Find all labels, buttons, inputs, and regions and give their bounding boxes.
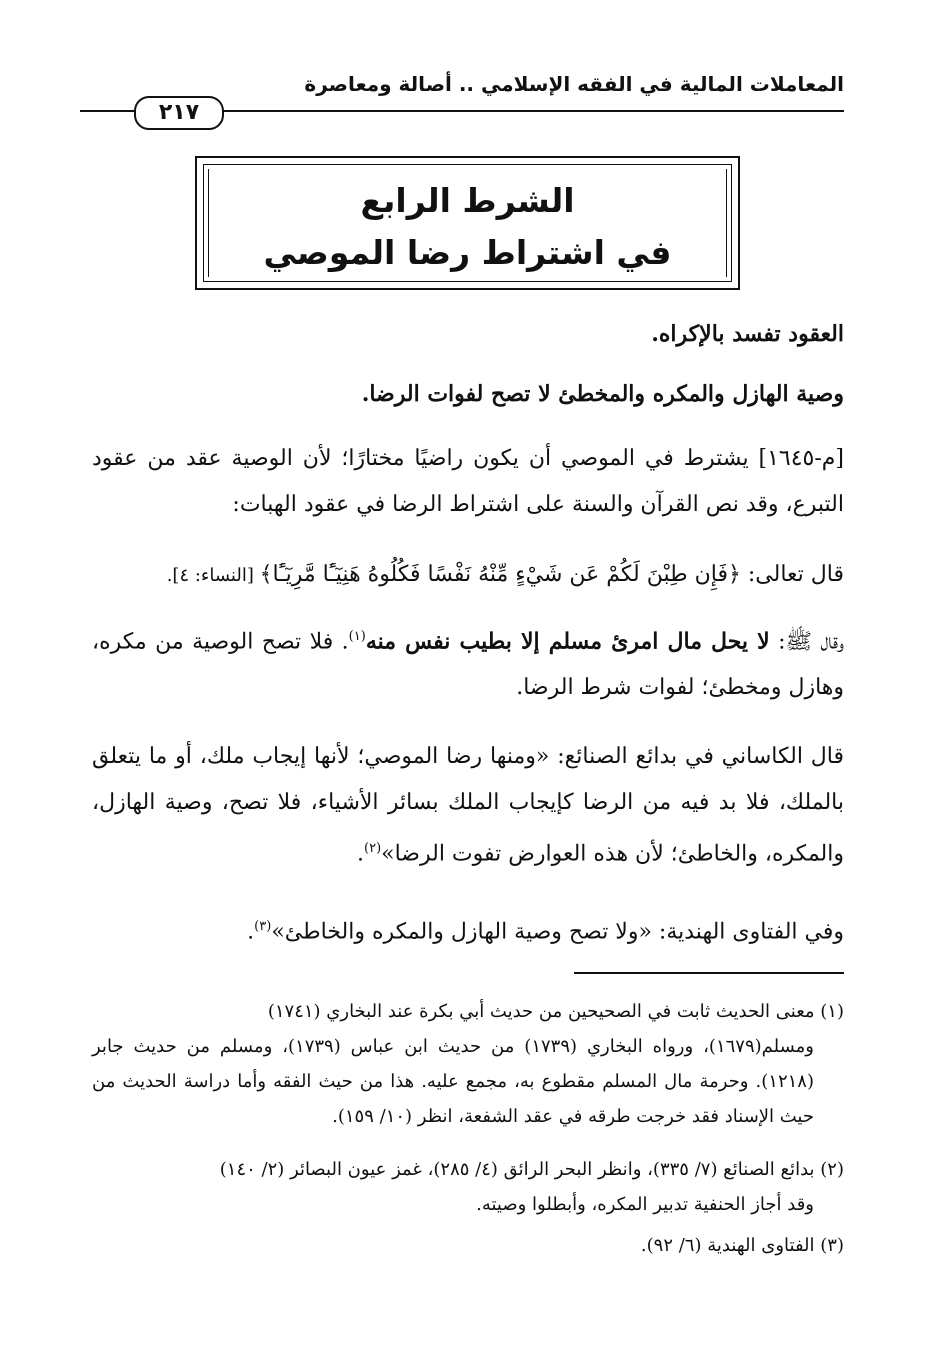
paragraph-hindiyya xyxy=(92,904,844,955)
rule-paragraph-2: وصية الهازل والمكره والمخطئ لا تصح لفوات الرضا. xyxy=(361,381,844,407)
footnote-1 xyxy=(92,994,844,1134)
quran-intro: قال تعالى: xyxy=(740,562,844,587)
paragraph-quran xyxy=(92,552,844,599)
hadith-intro: وقال ﷺ: xyxy=(769,629,844,655)
footnote-ref-2: (٢) xyxy=(364,841,382,856)
quran-verse: ﴿فَإِن طِبْنَ لَكُمْ عَن شَيْءٍ مِّنْهُ نَفْسًا فَكُلُوهُ هَنِيٓـًٔا مَّرِيٓـًٔا﴾ xyxy=(259,562,741,587)
paragraph-kasani xyxy=(92,734,844,877)
hadith-conclusion: . فلا تصح الوصية من مكره، وهازل ومخطئ؛ لفوات شرط الرضا. xyxy=(92,629,844,701)
title-frame xyxy=(203,164,732,282)
footnote-ref-3: (٣) xyxy=(254,919,272,934)
hindiyya-quote: وفي الفتاوى الهندية: «ولا تصح وصية الهازل والمكره والخاطئ» xyxy=(271,919,844,945)
paragraph-hadith xyxy=(92,614,844,711)
kasani-end: . xyxy=(357,841,364,867)
hadith-text: لا يحل مال امرئ مسلم إلا بطيب نفس منه xyxy=(365,628,770,655)
section-subtitle: في اشتراط رضا الموصي xyxy=(263,233,672,272)
section-title: الشرط الرابع xyxy=(360,181,575,220)
page-number: ٢١٧ xyxy=(134,96,224,130)
rule-paragraph-1: العقود تفسد بالإكراه. xyxy=(651,321,844,347)
quran-reference: [النساء: ٤]. xyxy=(166,565,260,586)
footnote-3: (٣) الفتاوى الهندية (٦/ ٩٢). xyxy=(640,1235,844,1256)
section-title-box xyxy=(195,156,740,290)
footnote-1-first-line: (١) معنى الحديث ثابت في الصحيحين من حديث أبي بكرة عند البخاري (١٧٤١) xyxy=(267,1001,844,1022)
footnote-ref-1: (١) xyxy=(348,629,366,644)
paragraph-condition: [م-١٦٤٥] يشترط في الموصي أن يكون راضيًا مختارًا؛ لأن الوصية عقد من عقود التبرع، وقد نص القرآن والسنة على اشتراط الرضا في عقود الهبات: xyxy=(92,446,844,517)
running-header: المعاملات المالية في الفقه الإسلامي .. أصالة ومعاصرة xyxy=(304,72,844,96)
footnote-1-continuation: ومسلم(١٦٧٩)، ورواه البخاري (١٧٣٩) من حديث ابن عباس (١٧٣٩)، ومسلم من حديث جابر (١٢١٨). وحرمة مال المسلم مقطوع به، مجمع عليه. هذا من حيث الفقه وأما دراسة الحديث من حيث الإسناد فقد خرجت طرقه في عقد الشفعة، انظر (١٠/ ١٥٩). xyxy=(92,1036,814,1127)
footnote-2-first-line: (٢) بدائع الصنائع (٧/ ٣٣٥)، وانظر البحر الرائق (٤/ ٢٨٥)، غمز عيون البصائر (٢/ ١٤٠) xyxy=(219,1159,844,1180)
footnote-2 xyxy=(92,1152,844,1222)
footnote-2-continuation: وقد أجاز الحنفية تدبير المكره، وأبطلوا وصيته. xyxy=(476,1194,814,1215)
footnote-separator xyxy=(574,972,844,974)
kasani-quote: قال الكاساني في بدائع الصنائع: «ومنها رضا الموصي؛ لأنها إيجاب ملك، أو ما يتعلق بالملك، فلا بد فيه من الرضا كإيجاب الملك بسائر الأشياء، فلا تصح، وصية الهازل، والمكره، والخاطئ؛ لأن هذه العوارض تفوت الرضا» xyxy=(92,744,844,867)
hindiyya-end: . xyxy=(247,919,255,945)
